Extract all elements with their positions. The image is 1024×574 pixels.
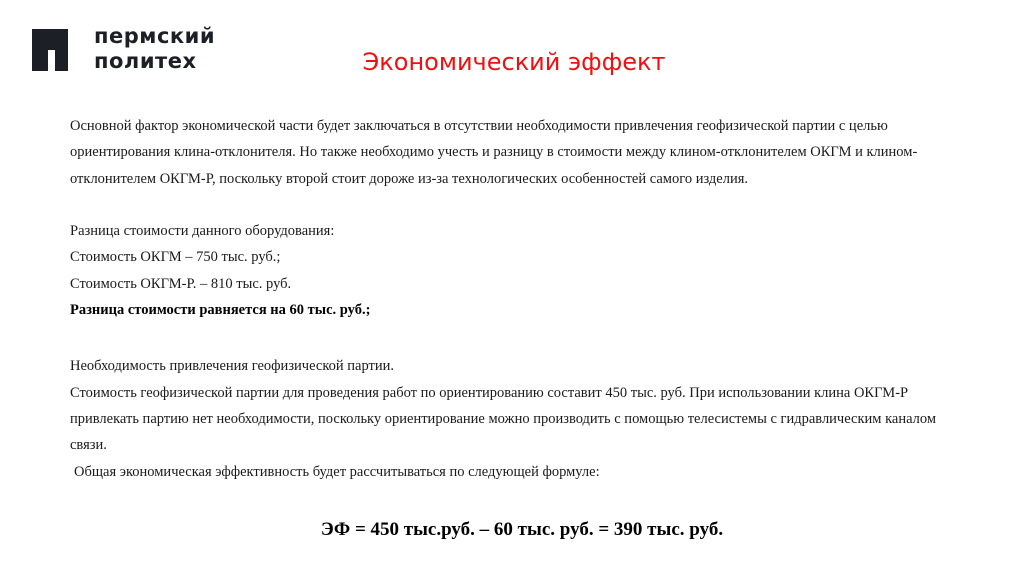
geo-line-1: Стоимость геофизической партии для проведения работ по ориентированию составит 450 тыс. руб. При использовании клина ОКГМ-Р (70, 384, 909, 401)
geo-line-2: привлекать партию нет необходимости, поскольку ориентирование можно производить с помощью телесистемы с гидравлическим каналом (70, 410, 937, 427)
intro-line-2: ориентирования клина-отклонителя. Но также необходимо учесть и разницу в стоимости между клином-отклонителем ОКГМ и клином- (70, 144, 918, 161)
page-title: Экономический эффект (362, 48, 666, 76)
logo-line-1: пермский (94, 24, 216, 48)
cost-heading: Разница стоимости данного оборудования: (70, 223, 335, 240)
intro-line-3: отклонителем ОКГМ-Р, поскольку второй стоит дороже из-за технологических особенностей самого изделия. (70, 170, 749, 187)
geo-line-3: связи. (70, 437, 107, 454)
geo-heading: Необходимость привлечения геофизической партии. (70, 358, 395, 375)
intro-line-1: Основной фактор экономической части будет заключаться в отсутствии необходимости привлечения геофизической партии с целью (70, 118, 888, 134)
formula: ЭФ = 450 тыс.руб. – 60 тыс. руб. = 390 тыс. руб. (320, 519, 724, 540)
spacer (70, 192, 975, 218)
slide-body (70, 113, 975, 485)
formula-intro: Общая экономическая эффективность будет рассчитываться по следующей формуле: (74, 463, 600, 480)
cost-difference: Разница стоимости равняется на 60 тыс. руб.; (70, 302, 371, 319)
cost-okgm: Стоимость ОКГМ – 750 тыс. руб.; (70, 249, 281, 266)
cost-okgm-r: Стоимость ОКГМ-Р. – 810 тыс. руб. (70, 275, 292, 292)
logo-line-2: политех (94, 49, 197, 73)
spacer (70, 323, 975, 353)
